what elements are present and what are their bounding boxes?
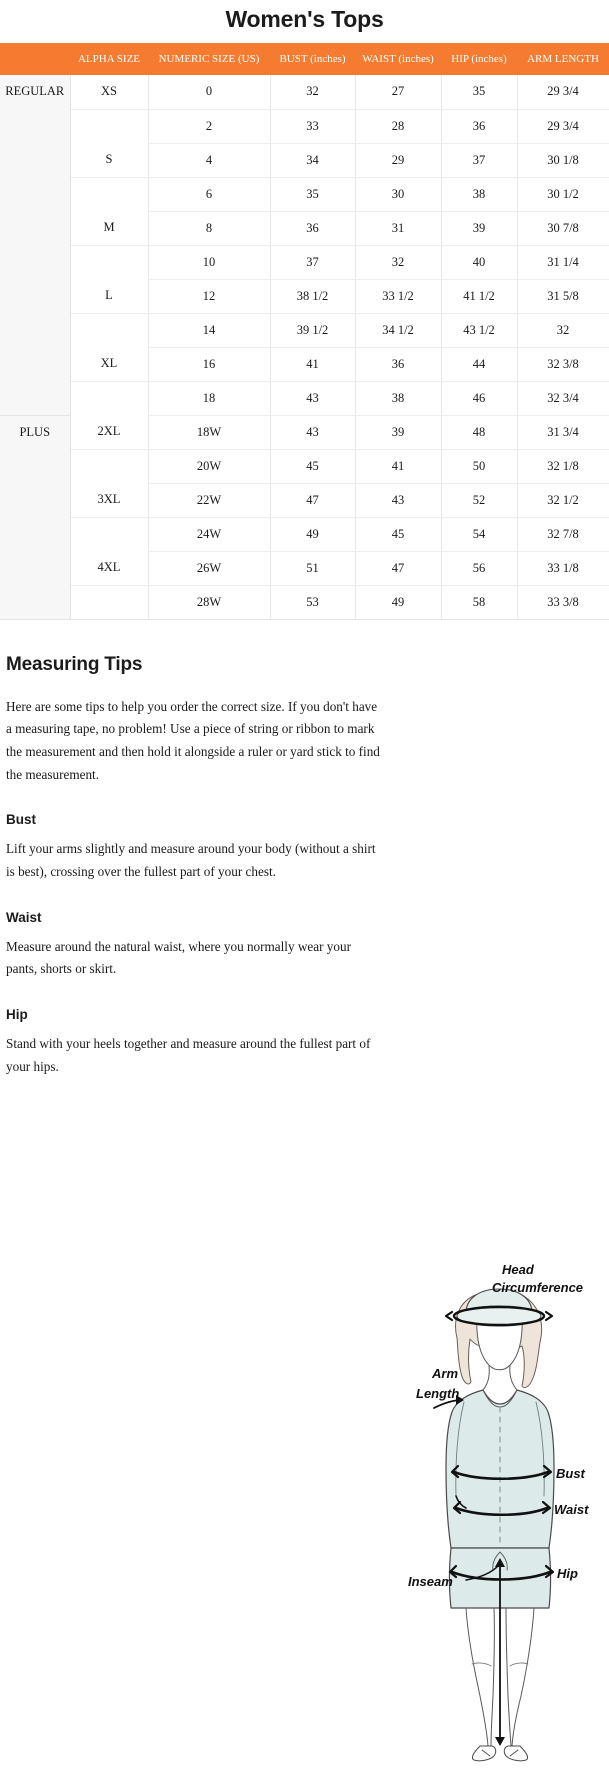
arm-length-cell: 32 3/4 [517,381,609,415]
arm-length-cell: 32 7/8 [517,517,609,551]
bust-cell: 33 [270,109,355,143]
hip-cell: 58 [441,585,517,619]
bust-cell: 43 [270,381,355,415]
table-row [0,245,609,279]
bust-heading: Bust [6,812,36,828]
table-row [0,381,609,415]
page-title: Women's Tops [225,6,384,32]
waist-cell: 32 [355,245,441,279]
arm-length-cell: 30 1/2 [517,177,609,211]
bust-cell: 41 [270,347,355,381]
waist-cell: 28 [355,109,441,143]
alpha-size-cell: XS [70,75,148,109]
table-header [0,43,609,75]
numeric-size-cell: 14 [148,313,270,347]
measuring-tips-section [0,620,609,1589]
numeric-size-cell: 6 [148,177,270,211]
alpha-size-cell [70,517,148,551]
bust-cell: 45 [270,449,355,483]
numeric-size-cell: 18W [148,415,270,449]
table-row [0,313,609,347]
hip-cell: 38 [441,177,517,211]
label-arm-line2: Length [416,1385,460,1401]
arm-length-cell: 33 3/8 [517,585,609,619]
waist-cell: 45 [355,517,441,551]
waist-cell: 33 1/2 [355,279,441,313]
size-group-cell: REGULAR [0,75,70,415]
column-header-numeric-size: NUMERIC SIZE (US) [148,43,270,75]
table-row [0,517,609,551]
alpha-size-cell: XL [70,347,148,381]
numeric-size-cell: 2 [148,109,270,143]
alpha-size-cell [70,449,148,483]
bust-cell: 49 [270,517,355,551]
column-header-bust: BUST (inches) [270,43,355,75]
bust-cell: 53 [270,585,355,619]
arm-length-cell: 32 [517,313,609,347]
hip-cell: 50 [441,449,517,483]
alpha-size-cell [70,585,148,619]
table-row [0,143,609,177]
table-row [0,449,609,483]
table-row [0,279,609,313]
bust-cell: 38 1/2 [270,279,355,313]
head-tape-arrow-left [446,1312,452,1320]
alpha-size-cell: 2XL [70,415,148,449]
measurement-figure [394,1260,609,1769]
bust-cell: 34 [270,143,355,177]
size-chart-table [0,43,609,620]
numeric-size-cell: 28W [148,585,270,619]
table-row [0,211,609,245]
arm-length-cell: 31 1/4 [517,245,609,279]
table-header-row [0,43,609,75]
column-header-waist: WAIST (inches) [355,43,441,75]
label-inseam: Inseam [408,1573,453,1589]
arm-length-cell: 32 3/8 [517,347,609,381]
column-header-arm-length: ARM LENGTH [517,43,609,75]
hip-body: Stand with your heels together and measure around the fullest part of your hips. [6,1036,371,1074]
right-leg [506,1608,534,1746]
alpha-size-cell [70,313,148,347]
table-body [0,75,609,619]
bust-cell: 39 1/2 [270,313,355,347]
table-row [0,109,609,143]
numeric-size-cell: 10 [148,245,270,279]
alpha-size-cell: S [70,143,148,177]
bust-cell: 37 [270,245,355,279]
numeric-size-cell: 0 [148,75,270,109]
measurement-figure-svg [394,1260,609,1769]
column-header-hip: HIP (inches) [441,43,517,75]
alpha-size-cell: 3XL [70,483,148,517]
hip-cell: 56 [441,551,517,585]
alpha-size-cell [70,245,148,279]
waist-cell: 29 [355,143,441,177]
numeric-size-cell: 18 [148,381,270,415]
alpha-size-cell [70,177,148,211]
table-row [0,347,609,381]
waist-cell: 47 [355,551,441,585]
label-bust: Bust [556,1465,585,1481]
bust-cell: 47 [270,483,355,517]
alpha-size-cell: L [70,279,148,313]
label-head-line1: Head [502,1261,534,1277]
measuring-tips-intro: Here are some tips to help you order the correct size. If you don't have a measuring tape, no problem! Use a piece of string or ribbon to mark the measurement and then hold it alongside a ruler or yard stick to find the measurement. [6,698,380,782]
bust-cell: 36 [270,211,355,245]
column-header-group [0,43,70,75]
hip-cell: 36 [441,109,517,143]
hip-cell: 52 [441,483,517,517]
table-row [0,483,609,517]
hip-cell: 54 [441,517,517,551]
measuring-tips-heading: Measuring Tips [6,653,143,675]
hip-cell: 39 [441,211,517,245]
arm-length-cell: 29 3/4 [517,109,609,143]
hip-cell: 41 1/2 [441,279,517,313]
alpha-size-cell [70,381,148,415]
arm-length-cell: 29 3/4 [517,75,609,109]
numeric-size-cell: 20W [148,449,270,483]
numeric-size-cell: 12 [148,279,270,313]
bust-cell: 35 [270,177,355,211]
hip-cell: 40 [441,245,517,279]
left-shoe [472,1746,495,1761]
alpha-size-cell: M [70,211,148,245]
right-shoe [504,1746,527,1761]
table-row [0,585,609,619]
waist-heading: Waist [6,909,42,925]
arm-length-cell: 31 3/4 [517,415,609,449]
waist-cell: 49 [355,585,441,619]
waist-body: Measure around the natural waist, where you normally wear your pants, shorts or skirt. [6,938,351,977]
numeric-size-cell: 24W [148,517,270,551]
bust-body: Lift your arms slightly and measure around your body (without a shirt is best), crossing over the fullest part of your chest. [6,841,376,880]
bust-cell: 32 [270,75,355,109]
hip-cell: 43 1/2 [441,313,517,347]
arm-length-cell: 32 1/8 [517,449,609,483]
left-leg [466,1608,494,1746]
hip-cell: 48 [441,415,517,449]
label-waist: Waist [554,1501,589,1517]
waist-cell: 41 [355,449,441,483]
table-row [0,551,609,585]
waist-cell: 27 [355,75,441,109]
table-row [0,75,609,109]
numeric-size-cell: 4 [148,143,270,177]
size-group-cell: PLUS [0,415,70,619]
hip-cell: 37 [441,143,517,177]
waist-cell: 30 [355,177,441,211]
waist-cell: 31 [355,211,441,245]
arm-length-cell: 31 5/8 [517,279,609,313]
waist-cell: 36 [355,347,441,381]
hip-cell: 46 [441,381,517,415]
table-row [0,415,609,449]
label-hip: Hip [557,1565,578,1581]
measuring-tips-text [0,654,380,1079]
arm-length-cell: 32 1/2 [517,483,609,517]
waist-cell: 38 [355,381,441,415]
inseam-arrow-head-bottom [495,1737,505,1746]
hip-cell: 35 [441,75,517,109]
bust-cell: 51 [270,551,355,585]
waist-cell: 34 1/2 [355,313,441,347]
head-tape-arrow-right [546,1312,552,1320]
numeric-size-cell: 8 [148,211,270,245]
hip-cell: 44 [441,347,517,381]
hip-heading: Hip [6,1007,28,1023]
numeric-size-cell: 16 [148,347,270,381]
label-head-line2: Circumference [492,1279,584,1295]
label-arm-line1: Arm [432,1365,459,1381]
waist-cell: 43 [355,483,441,517]
arm-length-cell: 30 7/8 [517,211,609,245]
arm-length-cell: 33 1/8 [517,551,609,585]
column-header-alpha-size: ALPHA SIZE [70,43,148,75]
arm-length-cell: 30 1/8 [517,143,609,177]
numeric-size-cell: 26W [148,551,270,585]
table-row [0,177,609,211]
bust-cell: 43 [270,415,355,449]
alpha-size-cell [70,109,148,143]
waist-cell: 39 [355,415,441,449]
alpha-size-cell: 4XL [70,551,148,585]
numeric-size-cell: 22W [148,483,270,517]
